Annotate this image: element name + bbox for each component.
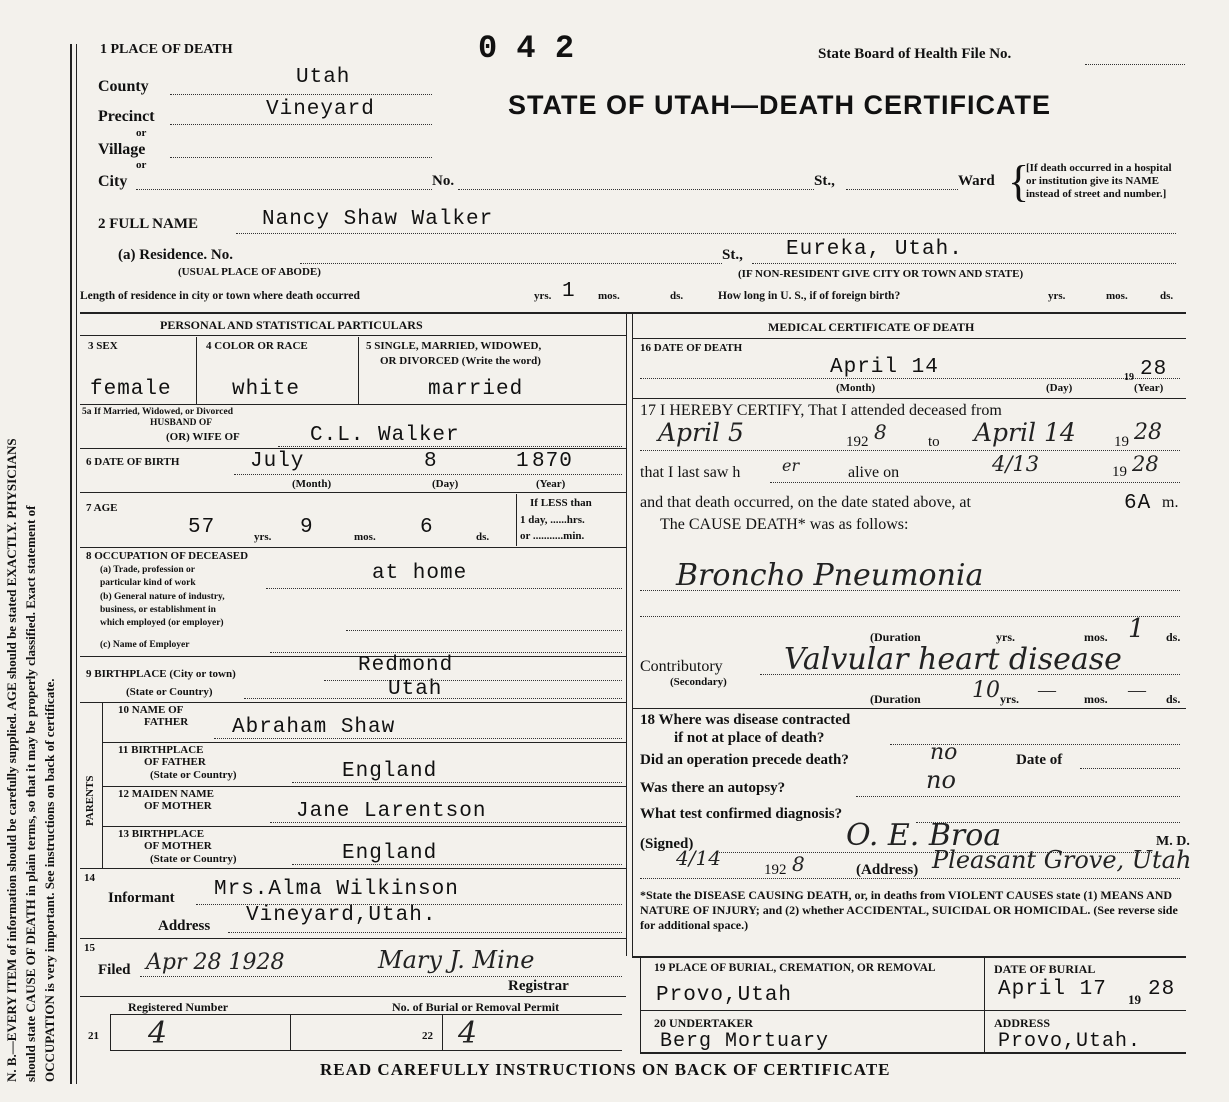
precinct-value: Vineyard <box>266 98 375 121</box>
personal-heading: PERSONAL AND STATISTICAL PARTICULARS <box>160 318 423 332</box>
burial-place: Provo,Utah <box>656 984 793 1007</box>
color-label: 4 COLOR OR RACE <box>206 340 308 352</box>
ward-label: Ward <box>958 173 995 189</box>
signed-year: 8 <box>792 852 805 876</box>
certificate-title: STATE OF UTAH—DEATH CERTIFICATE <box>508 90 1051 120</box>
side-instructions-3: OCCUPATION is very important. See instructions on back of certificate. <box>42 678 57 1082</box>
informant-address-label: Address <box>158 918 211 934</box>
age-months: 9 <box>300 516 314 539</box>
dob-label: 6 DATE OF BIRTH <box>86 456 180 468</box>
contributory-duration-years: 10 <box>972 678 1000 703</box>
us-residence-label: How long in U. S., if of foreign birth? <box>718 290 901 302</box>
sex-label: 3 SEX <box>88 340 118 352</box>
operation-label: Did an operation precede death? <box>640 752 849 768</box>
file-no-label: State Board of Health File No. <box>818 46 1012 62</box>
birthplace-label: 9 BIRTHPLACE (City or town) <box>86 668 236 680</box>
dob-month: July <box>250 450 305 473</box>
time-of-death: 6A <box>1124 492 1152 515</box>
cause-of-death: Broncho Pneumonia <box>676 558 984 593</box>
residence-st-label: St., <box>722 247 743 263</box>
cause-note: *State the DISEASE CAUSING DEATH, or, in deaths from VIOLENT CAUSES state (1) MEANS AND NATURE OF INJURY; and (2) whether ACCIDENTAL, SUICIDAL OR HOMICIDAL. (See reverse side for additional space.) <box>640 888 1178 932</box>
autopsy-label: Was there an autopsy? <box>640 780 786 796</box>
full-name-value: Nancy Shaw Walker <box>262 208 494 231</box>
st-label: St., <box>814 173 835 189</box>
side-instructions-1: N. B.—EVERY ITEM of information should be carefully supplied. AGE should be stated EXACTLY. PHYSICIANS <box>4 438 19 1082</box>
color-value: white <box>232 378 301 401</box>
dob-day: 8 <box>424 450 438 473</box>
death-certificate: N. B.—EVERY ITEM of information should be carefully supplied. AGE should be stated EXACTLY. PHYSICIANS should state CAUSE OF DEATH in plain terms, so that it may be properly classified. Exact statement of OCCUPATION is very important. See instructions on back of certificate. 1 PLACE OF DEATH 0 4 2 State Board of Health File No. STATE OF UTAH—DEATH CERTIFICATE County Utah Precinct Vineyard or Village or City No. St., Ward { [If death occurred in a hospital or institution give its NAME instead of street and number.] 2 FULL NAME Nancy Shaw Walker (a) Residence. No. St., Eureka, Utah. (USUAL PLACE OF ABODE) (IF NON-RESIDENT GIVE CITY OR TOWN AND STATE) Length of residence in city or town where death occurred yrs. 1 mos. ds. How long in U. S., if of foreign birth? yrs. mos. ds. PERSONAL AND STATISTICAL PARTICULARS MEDICAL CERTIFICATE OF DEATH 3 SEX 4 COLOR OR RACE 5 SINGLE, MARRIED, WIDOWED, OR DIVORCED (Write the word) female white married 5a If Married, Widowed, or Divorced HUSBAND OF (OR) WIFE OF C.L. Walker 6 DATE OF BIRTH July 8 1 870 (Month) (Day) (Year) 7 AGE 57 yrs. 9 mos. 6 ds. If LESS than 1 day, ......hrs. or ...........min. 8 OCCUPATION OF DECEASED (a) Trade, profession or particular kind of work at home (b) General nature of industry, business, or establishment in which employed (or employer) (c) Name of Employer 9 BIRTHPLACE (City or town) Redmond (State or Country) Utah PARENTS 10 NAME OF FATHER Abraham Shaw 11 BIRTHPLACE OF FATHER (State or Country) England 12 MAIDEN NAME OF MOTHER Jane Larentson 13 BIRTHPLACE OF MOTHER (State or Country) England 14 Informant Mrs.Alma Wilkinson Address Vineyard,Utah. 15 Filed Apr 28 1928 Mary J. Mine Registrar Registered Number No. of Burial or Removal Permit 21 4 22 4 16 DATE OF DEATH April 14 19 28 (Month) (Day) (Year) 17 I HEREBY CERTIFY, That I attended deceased from April 5 192 8 to April 14 19 28 that I last saw h er alive on 4/13 19 28 and that death occurred, on the date stated above, at 6A m. The CAUSE DEATH* was as follows: Broncho Pneumonia (Duration yrs. mos. 1 ds. Contributory (Secondary) Valvular heart disease (Duration 10 yrs. — mos. — ds. 18 Where was disease contracted if not at place of death? Did an operation precede death? no Date of Was there an autopsy? no What test confirmed diagnosis? (Signed) O. E. Broa M. D. 4/14 192 8 (Address) Pleasant Grove, Utah *State the DISEASE CAUSING DEATH, or, in deaths from VIOLENT CAUSES state (1) MEANS AND NATURE OF INJURY; and (2) whether ACCIDENTAL, SUICIDAL OR HOMICIDAL. (See reverse side for additional space.) 19 PLACE OF BURIAL, CREMATION, OR REMOVAL Provo,Utah DATE OF BURIAL April 17 19 28 20 UNDERTAKER Berg Mortuary ADDRESS Provo,Utah. READ CAREFULLY INSTRUCTIONS ON BACK OF CERTIFICATE <box>4 30 1192 1082</box>
filed-label: Filed <box>98 962 131 978</box>
date-of-death-label: 16 DATE OF DEATH <box>640 342 743 354</box>
footer-instructions: READ CAREFULLY INSTRUCTIONS ON BACK OF CERTIFICATE <box>320 1060 891 1079</box>
hospital-note: [If death occurred in a hospital or institution give its NAME instead of street and number.] <box>1026 162 1172 200</box>
certificate-number: 0 4 2 <box>478 30 575 67</box>
section-1-label: 1 PLACE OF DEATH <box>100 42 233 57</box>
birthplace-state: Utah <box>388 678 443 701</box>
date-of-death-year: 28 <box>1140 358 1168 381</box>
registrar-label: Registrar <box>508 978 569 994</box>
village-label: Village <box>98 141 146 158</box>
residence-label: (a) Residence. No. <box>118 247 233 263</box>
registered-number: 4 <box>148 1016 168 1051</box>
marital-value: married <box>428 378 524 401</box>
signed-label: (Signed) <box>640 836 694 852</box>
informant-value: Mrs.Alma Wilkinson <box>214 878 459 901</box>
undertaker-address: Provo,Utah. <box>998 1030 1142 1053</box>
full-name-label: 2 FULL NAME <box>98 216 199 232</box>
age-years: 57 <box>188 516 216 539</box>
frame-left <box>70 44 72 1084</box>
undertaker-label: 20 UNDERTAKER <box>654 1016 754 1030</box>
test-confirmed-label: What test confirmed diagnosis? <box>640 806 843 822</box>
undertaker-address-label: ADDRESS <box>994 1016 1051 1030</box>
precinct-label: Precinct <box>98 108 155 125</box>
nonresident-note: (IF NON-RESIDENT GIVE CITY OR TOWN AND STATE) <box>738 268 1024 280</box>
parents-label: PARENTS <box>84 775 96 826</box>
operation-value: no <box>930 740 958 765</box>
signed-date: 4/14 <box>676 846 721 870</box>
informant-address: Vineyard,Utah. <box>246 904 437 927</box>
physician-address: Pleasant Grove, Utah <box>932 846 1192 874</box>
frame-left-inner <box>76 44 77 1084</box>
burial-permit-number: 4 <box>458 1016 478 1051</box>
father-name: Abraham Shaw <box>232 716 396 739</box>
no-label: No. <box>432 173 455 189</box>
burial-date-label: DATE OF BURIAL <box>994 962 1096 976</box>
city-label: City <box>98 173 128 190</box>
spouse-value: C.L. Walker <box>310 424 460 447</box>
q18-label: 18 Where was disease contracted <box>640 712 851 728</box>
attended-from-year: 8 <box>874 420 887 444</box>
cause-duration-months: 1 <box>1128 614 1145 644</box>
contributory-cause: Valvular heart disease <box>784 642 1122 677</box>
last-saw-date: 4/13 <box>992 452 1040 476</box>
dob-year: 870 <box>532 450 573 473</box>
residence-value: Eureka, Utah. <box>786 238 963 261</box>
informant-label: Informant <box>108 890 175 906</box>
side-instructions-2: should state CAUSE OF DEATH in plain terms, so that it may be properly classified. Exact statement of <box>23 505 38 1082</box>
burial-year: 28 <box>1148 978 1176 1001</box>
county-label: County <box>98 78 149 95</box>
autopsy-value: no <box>926 766 956 794</box>
father-birthplace: England <box>342 760 438 783</box>
occupation-label: 8 OCCUPATION OF DECEASED <box>86 550 249 562</box>
attended-to: April 14 <box>974 418 1076 447</box>
length-residence-years: 1 <box>562 280 576 303</box>
age-label: 7 AGE <box>86 502 118 514</box>
last-saw-year: 28 <box>1132 452 1159 476</box>
usual-abode-note: (USUAL PLACE OF ABODE) <box>178 266 321 278</box>
attended-from: April 5 <box>658 418 744 447</box>
attended-to-year: 28 <box>1134 420 1162 445</box>
undertaker: Berg Mortuary <box>660 1030 830 1053</box>
certify-statement: 17 I HEREBY CERTIFY, That I attended deceased from <box>640 402 1002 419</box>
burial-permit-label: No. of Burial or Removal Permit <box>392 1000 560 1014</box>
date-of-death: April 14 <box>830 356 939 379</box>
marital-label: 5 SINGLE, MARRIED, WIDOWED, <box>366 340 542 352</box>
length-residence-label: Length of residence in city or town where death occurred <box>80 290 360 302</box>
age-days: 6 <box>420 516 434 539</box>
contributory-label: Contributory <box>640 658 723 675</box>
medical-heading: MEDICAL CERTIFICATE OF DEATH <box>768 320 975 334</box>
filed-date: Apr 28 1928 <box>146 950 285 975</box>
burial-date: April 17 <box>998 978 1107 1001</box>
brace: { <box>1008 157 1030 206</box>
county-value: Utah <box>296 66 351 89</box>
occupation-value: at home <box>372 562 468 585</box>
last-saw-label: that I last saw h <box>640 464 741 481</box>
reg-number-label: Registered Number <box>128 1000 229 1014</box>
sex-value: female <box>90 378 172 401</box>
physician-signature: O. E. Broa <box>846 818 1002 853</box>
death-occurred-label: and that death occurred, on the date stated above, at <box>640 494 971 511</box>
mother-name: Jane Larentson <box>296 800 487 823</box>
burial-place-label: 19 PLACE OF BURIAL, CREMATION, OR REMOVAL <box>654 962 936 974</box>
registrar-signature: Mary J. Mine <box>378 946 535 974</box>
birthplace-city: Redmond <box>358 654 454 677</box>
cause-label: The CAUSE DEATH* was as follows: <box>660 516 909 533</box>
mother-birthplace: England <box>342 842 438 865</box>
